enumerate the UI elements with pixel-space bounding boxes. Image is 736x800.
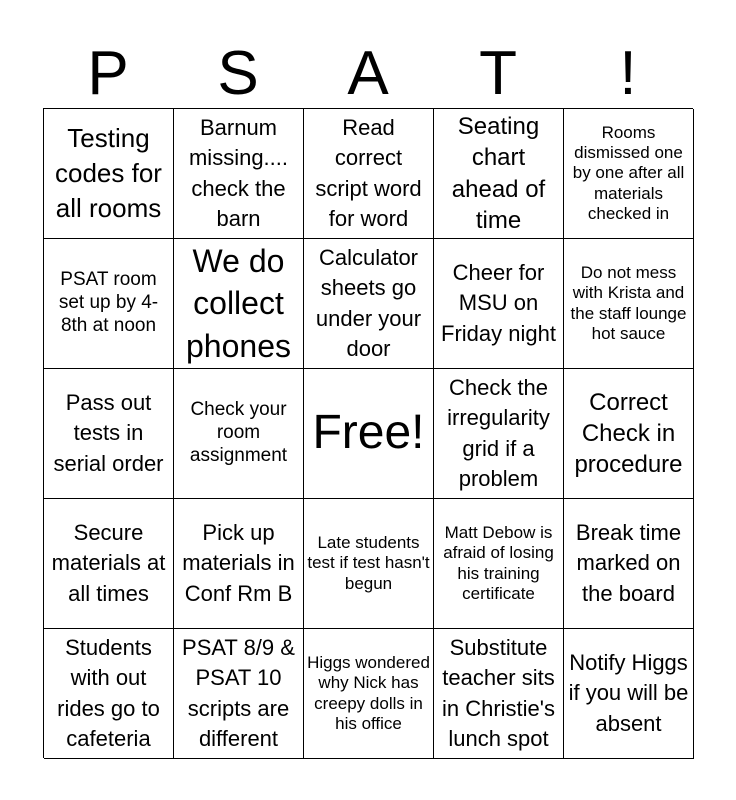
bingo-cell[interactable]: Do not mess with Krista and the staff lounge hot sauce — [564, 239, 694, 369]
header-letter-p: P — [87, 39, 129, 108]
bingo-cell[interactable]: Seating chart ahead of time — [434, 109, 564, 239]
bingo-cell[interactable]: Read correct script word for word — [304, 109, 434, 239]
bingo-cell-free[interactable]: Free! — [304, 369, 434, 499]
bingo-cell[interactable]: Break time marked on the board — [564, 499, 694, 629]
bingo-cell[interactable]: Correct Check in procedure — [564, 369, 694, 499]
bingo-grid — [43, 108, 693, 758]
header-letter-a: A — [347, 39, 389, 108]
bingo-cell[interactable]: PSAT 8/9 & PSAT 10 scripts are different — [174, 629, 304, 759]
bingo-cell[interactable]: PSAT room set up by 4-8th at noon — [44, 239, 174, 369]
bingo-cell[interactable]: Late students test if test hasn't begun — [304, 499, 434, 629]
bingo-cell[interactable]: Notify Higgs if you will be absent — [564, 629, 694, 759]
bingo-cell[interactable]: Check the irregularity grid if a problem — [434, 369, 564, 499]
bingo-cell[interactable]: Substitute teacher sits in Christie's lunch spot — [434, 629, 564, 759]
bingo-cell[interactable]: We do collect phones — [174, 239, 304, 369]
bingo-cell[interactable]: Calculator sheets go under your door — [304, 239, 434, 369]
bingo-cell[interactable]: Higgs wondered why Nick has creepy dolls in his office — [304, 629, 434, 759]
bingo-cell[interactable]: Rooms dismissed one by one after all materials checked in — [564, 109, 694, 239]
bingo-cell[interactable]: Check your room assignment — [174, 369, 304, 499]
bingo-cell[interactable]: Testing codes for all rooms — [44, 109, 174, 239]
bingo-header — [43, 40, 693, 108]
bingo-cell[interactable]: Matt Debow is afraid of losing his training certificate — [434, 499, 564, 629]
header-letter-exclamation: ! — [619, 39, 637, 108]
bingo-cell[interactable]: Cheer for MSU on Friday night — [434, 239, 564, 369]
header-letter-t: T — [479, 39, 517, 108]
bingo-cell[interactable]: Pass out tests in serial order — [44, 369, 174, 499]
bingo-cell[interactable]: Secure materials at all times — [44, 499, 174, 629]
bingo-cell[interactable]: Pick up materials in Conf Rm B — [174, 499, 304, 629]
bingo-cell[interactable]: Barnum missing.... check the barn — [174, 109, 304, 239]
bingo-cell[interactable]: Students with out rides go to cafeteria — [44, 629, 174, 759]
header-letter-s: S — [217, 39, 259, 108]
